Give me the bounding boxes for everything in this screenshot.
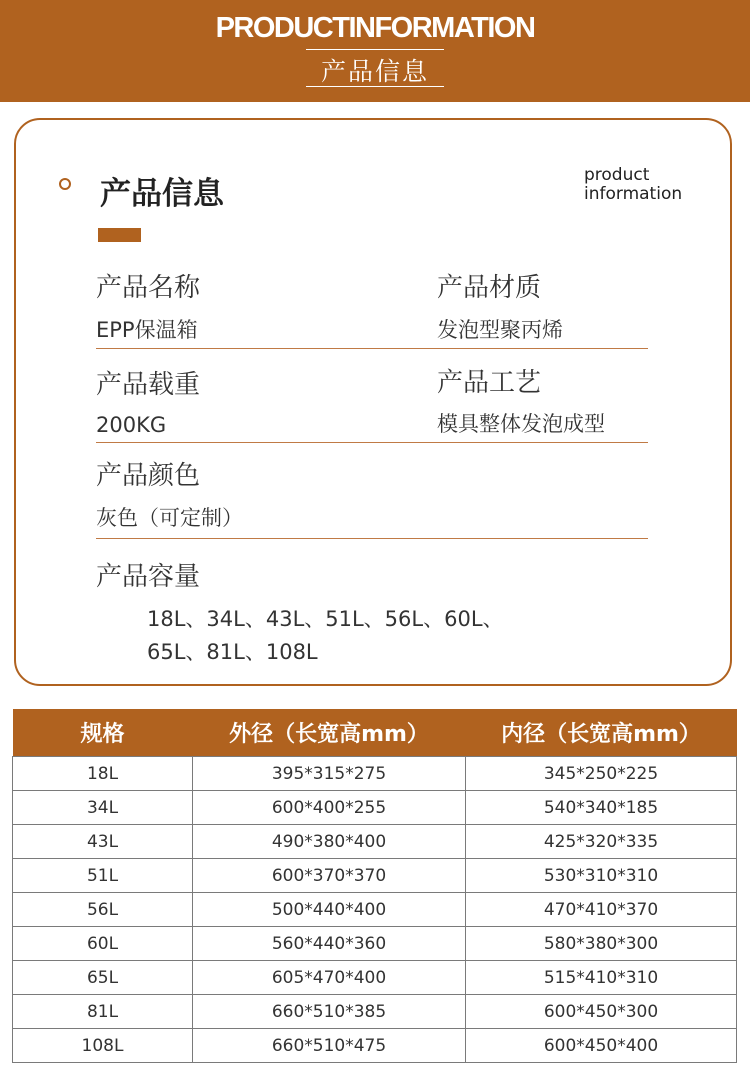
card-heading: 产品信息	[100, 176, 224, 212]
spec-cell: 18L	[13, 757, 193, 791]
banner-underline	[306, 86, 444, 87]
spec-cell: 43L	[13, 825, 193, 859]
material-label: 产品材质	[437, 273, 542, 303]
table-row	[13, 927, 737, 961]
spec-table-header	[13, 709, 737, 757]
outer-size-cell: 560*440*360	[193, 927, 466, 961]
table-row	[13, 1029, 737, 1063]
card-heading-en	[584, 166, 682, 204]
banner-title-cn: 产品信息	[320, 57, 429, 86]
inner-size-cell: 600*450*300	[466, 995, 737, 1029]
card-heading-en-line1: product	[584, 165, 650, 185]
spec-cell: 60L	[13, 927, 193, 961]
heading-accent-bar	[98, 228, 141, 242]
name-value: EPP保温箱	[96, 318, 198, 342]
table-row	[13, 757, 737, 791]
spec-cell: 108L	[13, 1029, 193, 1063]
process-label: 产品工艺	[437, 368, 542, 398]
inner-size-cell: 345*250*225	[466, 757, 737, 791]
banner-divider	[306, 49, 444, 50]
inner-size-cell: 515*410*310	[466, 961, 737, 995]
header-outer-size: 外径（长宽高mm）	[193, 709, 466, 757]
load-label: 产品载重	[96, 370, 201, 400]
table-row	[13, 859, 737, 893]
spec-table	[12, 709, 737, 1063]
divider-3	[96, 538, 648, 539]
capacity-line-1: 18L、34L、43L、51L、56L、60L、	[147, 607, 504, 631]
header-spec: 规格	[13, 709, 193, 757]
outer-size-cell: 500*440*400	[193, 893, 466, 927]
process-value: 模具整体发泡成型	[437, 412, 605, 436]
material-value: 发泡型聚丙烯	[437, 318, 563, 342]
divider-2	[96, 442, 648, 443]
card-heading-en-line2: information	[584, 184, 683, 204]
spec-cell: 34L	[13, 791, 193, 825]
color-label: 产品颜色	[96, 461, 201, 491]
table-row	[13, 791, 737, 825]
table-row	[13, 961, 737, 995]
spec-cell: 56L	[13, 893, 193, 927]
inner-size-cell: 600*450*400	[466, 1029, 737, 1063]
inner-size-cell: 425*320*335	[466, 825, 737, 859]
header-inner-size: 内径（长宽高mm）	[466, 709, 737, 757]
outer-size-cell: 660*510*475	[193, 1029, 466, 1063]
name-label: 产品名称	[96, 273, 201, 303]
color-value: 灰色（可定制）	[96, 506, 243, 530]
capacity-line-2: 65L、81L、108L	[147, 640, 318, 664]
spec-cell: 65L	[13, 961, 193, 995]
outer-size-cell: 600*370*370	[193, 859, 466, 893]
spec-cell: 81L	[13, 995, 193, 1029]
inner-size-cell: 530*310*310	[466, 859, 737, 893]
table-row	[13, 825, 737, 859]
outer-size-cell: 600*400*255	[193, 791, 466, 825]
divider-1	[96, 348, 648, 349]
outer-size-cell: 395*315*275	[193, 757, 466, 791]
table-row	[13, 893, 737, 927]
banner-title-en: PRODUCTINFORMATION	[215, 12, 535, 44]
inner-size-cell: 580*380*300	[466, 927, 737, 961]
header-banner	[0, 0, 750, 102]
circle-bullet-icon	[59, 178, 71, 190]
outer-size-cell: 660*510*385	[193, 995, 466, 1029]
inner-size-cell: 470*410*370	[466, 893, 737, 927]
capacity-label: 产品容量	[96, 562, 201, 592]
outer-size-cell: 605*470*400	[193, 961, 466, 995]
inner-size-cell: 540*340*185	[466, 791, 737, 825]
outer-size-cell: 490*380*400	[193, 825, 466, 859]
table-row	[13, 995, 737, 1029]
spec-cell: 51L	[13, 859, 193, 893]
load-value: 200KG	[96, 413, 167, 437]
